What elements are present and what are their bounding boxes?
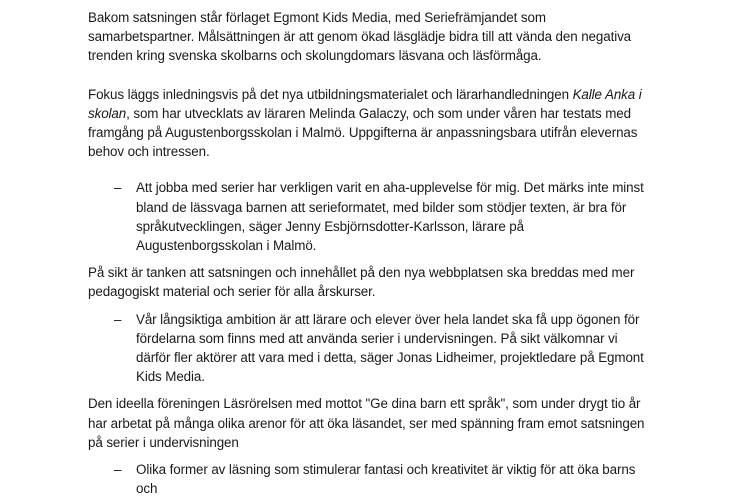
quote-jenny-text: Att jobba med serier har verkligen varit en aha-upplevelse för mig. Det märks inte minst bland de lässvaga barnen att serieformatet, med bilder som stödjer texten, är bra för språkutvecklingen, säger Jenny Esbjörnsdotter-Karlsson, lärare på Augustenborgsskolan i Malmö. bbox=[136, 180, 644, 254]
paragraph-focus-rest: , som har utvecklats av läraren Melinda Galaczy, och som under våren har testats med framgång på Augustenborgsskolan i Malmö. Uppgifterna är anpassningsbara utifrån elevernas behov och intressen. bbox=[88, 105, 638, 160]
quote-partial-text: Olika former av läsning som stimulerar fantasi och kreativitet är viktig för att öka barns och bbox=[136, 462, 636, 497]
paragraph-intro: Bakom satsningen står förlaget Egmont Kids Media, med Seriefrämjandet som samarbetspartner. Målsättningen är att genom ökad läsglädje bidra till att vända den negativa trenden kring svenska skolbarns och skolungdomars läsvana och läsförmåga. bbox=[88, 10, 632, 64]
dash-marker: – bbox=[114, 311, 122, 327]
quote-jonas-text: Vår långsiktiga ambition är att lärare och elever över hela landet ska få upp ögonen för fördelarna som finns med att använda serier i undervisningen. På sikt välkomnar vi därför fler aktörer att vara med i detta, säger Jonas Lidheimer, projektledare på Egmont Kids Media. bbox=[136, 311, 644, 385]
document-page bbox=[88, 8, 648, 498]
quote-jonas bbox=[88, 310, 648, 387]
dash-marker: – bbox=[114, 180, 122, 196]
paragraph-focus bbox=[88, 85, 648, 162]
quote-jenny bbox=[88, 178, 648, 255]
quote-partial bbox=[88, 460, 648, 498]
paragraph-focus-lead: Fokus läggs inledningsvis på det nya utbildningsmaterialet och lärarhandledningen bbox=[88, 86, 573, 102]
material-title: Kalle Anka i skolan bbox=[88, 86, 642, 121]
paragraph-future: På sikt är tanken att satsningen och innehållet på den nya webbplatsen ska breddas med mer pedagogiskt material och serier för alla årskurser. bbox=[88, 265, 635, 300]
dash-marker: – bbox=[114, 462, 122, 478]
paragraph-lasrorelsen: Den ideella föreningen Läsrörelsen med mottot "Ge dina barn ett språk", som under drygt tio år har arbetat på många olika arenor för att öka läsandet, ser med spänning fram emot satsningen på serier i undervisningen bbox=[88, 396, 645, 450]
